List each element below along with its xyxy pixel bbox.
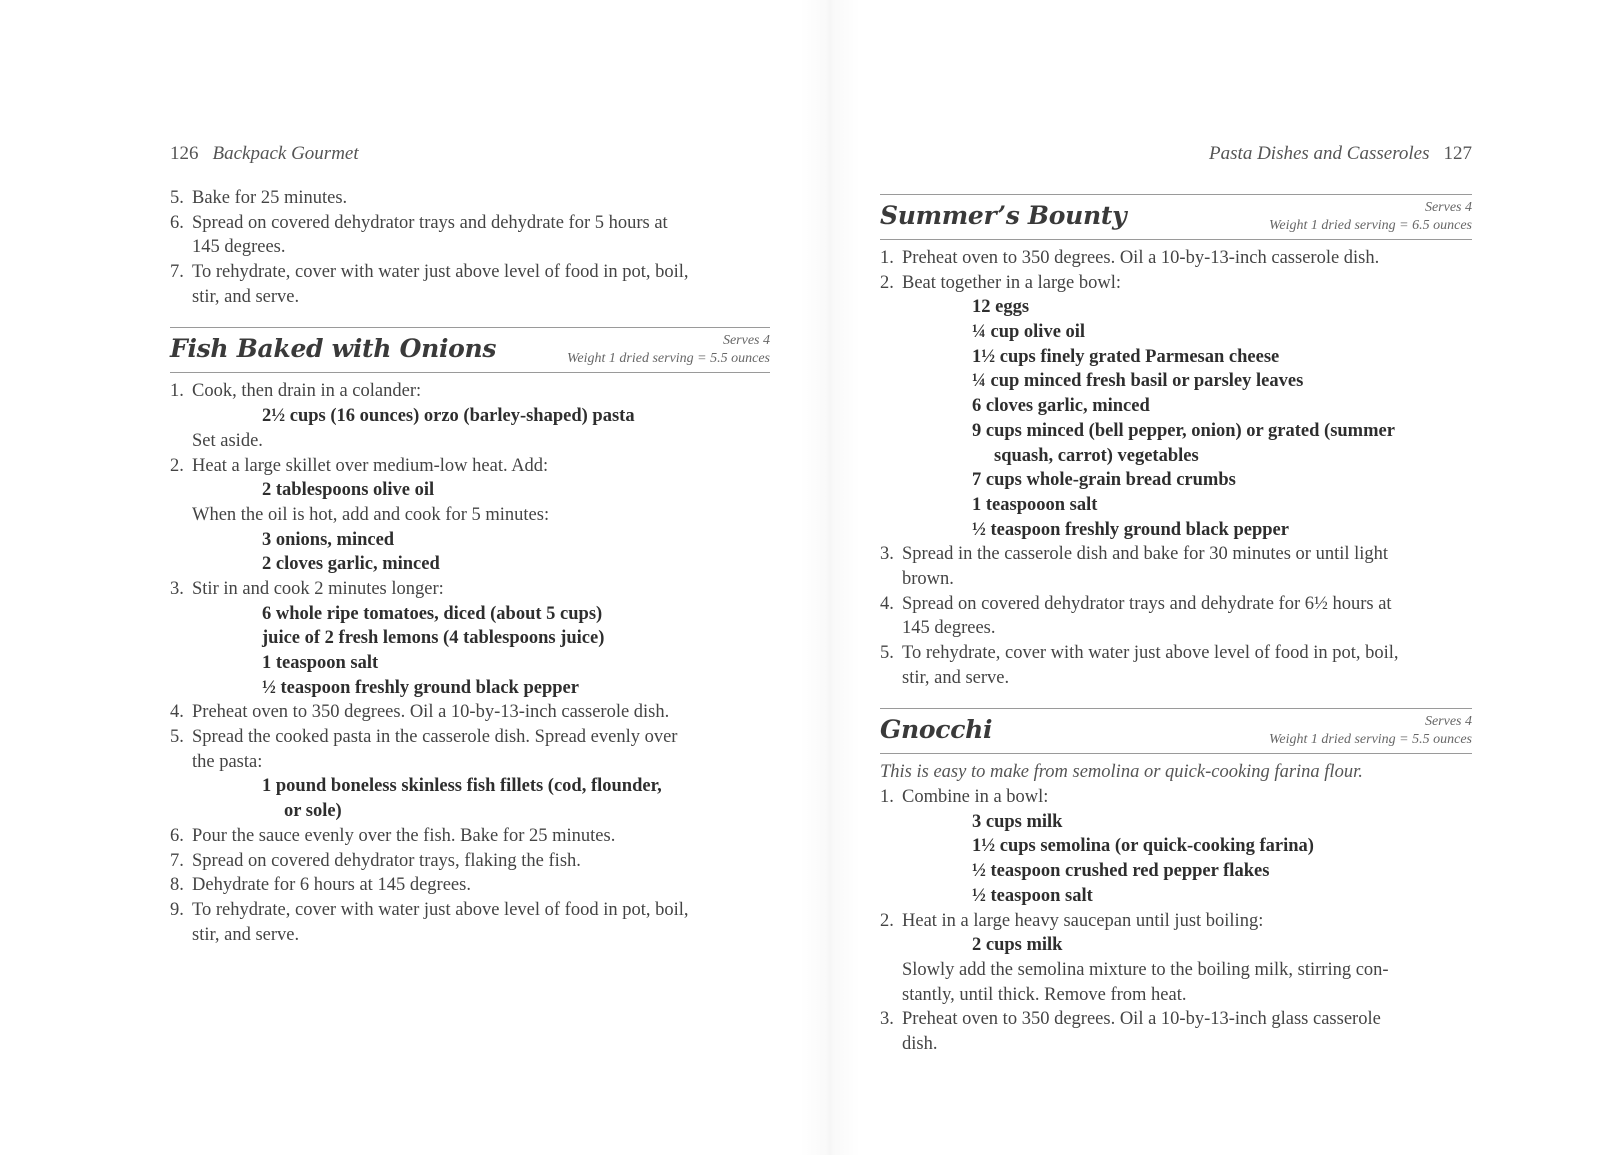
fish-baked-instruction-step bbox=[170, 725, 770, 750]
right-running-head-title: Pasta Dishes and Casseroles bbox=[1209, 143, 1430, 164]
line-text: 145 degrees. bbox=[902, 618, 996, 639]
right-page-content bbox=[880, 194, 1472, 1057]
recipe-summers-bounty-instruction-continuation bbox=[880, 567, 1472, 592]
line-text: 1 teaspooon salt bbox=[972, 494, 1098, 515]
line-text: brown. bbox=[902, 568, 954, 589]
line-text: 7 cups whole-grain bread crumbs bbox=[972, 470, 1236, 491]
step-number: 1. bbox=[170, 381, 184, 402]
line-text: the pasta: bbox=[192, 751, 263, 772]
recipe-gnocchi-title: Gnocchi bbox=[880, 715, 993, 745]
step-number: 5. bbox=[880, 643, 894, 663]
carryover-instruction-step bbox=[170, 211, 770, 236]
recipe-gnocchi-instruction-continuation bbox=[880, 958, 1472, 983]
recipe-gnocchi-header bbox=[880, 708, 1472, 754]
line-text: squash, carrot) vegetables bbox=[994, 445, 1199, 466]
line-text: or sole) bbox=[284, 801, 342, 822]
recipe-summers-bounty-ingredient-line bbox=[880, 518, 1472, 543]
recipe-gnocchi-recipe-intro bbox=[880, 760, 1472, 785]
step-number: 6. bbox=[170, 825, 184, 846]
recipe-summers-bounty-ingredient-line bbox=[880, 369, 1472, 394]
recipe-summers-bounty-serves: Serves 4 bbox=[1424, 200, 1472, 215]
right-page-number: 127 bbox=[1443, 143, 1472, 164]
fish-baked-ingredient-line bbox=[170, 676, 770, 701]
step-number: 3. bbox=[170, 578, 184, 599]
line-text: Set aside. bbox=[192, 430, 263, 451]
line-text: Stir in and cook 2 minutes longer: bbox=[192, 578, 444, 599]
recipe-gnocchi-instruction-step bbox=[880, 785, 1472, 810]
step-number: 3. bbox=[880, 1009, 894, 1030]
line-text: 2½ cups (16 ounces) orzo (barley-shaped) pasta bbox=[262, 406, 635, 427]
step-number: 2. bbox=[880, 272, 894, 293]
line-text: 9 cups minced (bell pepper, onion) or grated (summer bbox=[972, 420, 1395, 441]
right-page bbox=[880, 0, 1472, 1155]
recipe-gnocchi-ingredient-line bbox=[880, 834, 1472, 859]
line-text: 1½ cups semolina (or quick-cooking farina) bbox=[972, 836, 1314, 857]
recipe-summers-bounty-instruction-continuation bbox=[880, 616, 1472, 641]
line-text: dish. bbox=[902, 1033, 938, 1054]
line-text: This is easy to make from semolina or quick-cooking farina flour. bbox=[880, 762, 1363, 783]
step-number: 2. bbox=[170, 455, 184, 476]
line-text: 1 pound boneless skinless fish fillets (cod, flounder, bbox=[262, 776, 662, 797]
step-number: 2. bbox=[880, 910, 894, 931]
line-text: Cook, then drain in a colander: bbox=[192, 381, 422, 402]
recipe-summers-bounty-ingredient-line bbox=[880, 419, 1472, 444]
fish-baked-instruction-continuation bbox=[170, 429, 770, 454]
recipe-gnocchi-instruction-step bbox=[880, 909, 1472, 934]
step-number: 4. bbox=[880, 593, 894, 614]
recipe-gnocchi-ingredient-line bbox=[880, 810, 1472, 835]
step-number: 1. bbox=[880, 248, 894, 268]
recipe-fish-baked-weight: Weight 1 dried serving = 5.5 ounces bbox=[567, 351, 770, 367]
line-text: 6 cloves garlic, minced bbox=[972, 396, 1150, 417]
line-text: Spread on covered dehydrator trays and dehydrate for 5 hours at bbox=[192, 212, 668, 233]
fish-baked-ingredient-line bbox=[170, 528, 770, 553]
step-number: 5. bbox=[170, 188, 184, 208]
line-text: ½ teaspoon crushed red pepper flakes bbox=[972, 861, 1270, 882]
recipe-fish-baked-serves: Serves 4 bbox=[722, 333, 770, 349]
left-page-content bbox=[170, 186, 770, 947]
recipe-gnocchi-instruction-continuation bbox=[880, 983, 1472, 1008]
line-text: Preheat oven to 350 degrees. Oil a 10-by-13-inch casserole dish. bbox=[902, 248, 1380, 268]
recipe-gnocchi-ingredient-line bbox=[880, 933, 1472, 958]
fish-baked-instruction-step bbox=[170, 873, 770, 898]
left-page bbox=[170, 0, 770, 1155]
step-number: 6. bbox=[170, 212, 184, 233]
line-text: To rehydrate, cover with water just above level of food in pot, boil, bbox=[192, 262, 689, 283]
line-text: 6 whole ripe tomatoes, diced (about 5 cups) bbox=[262, 603, 603, 624]
line-text: stir, and serve. bbox=[192, 924, 300, 945]
recipe-fish-baked-title: Fish Baked with Onions bbox=[170, 334, 497, 364]
line-text: ½ teaspoon freshly ground black pepper bbox=[972, 519, 1289, 540]
line-text: 12 eggs bbox=[972, 297, 1030, 318]
recipe-summers-bounty-instruction-step bbox=[880, 592, 1472, 617]
line-text: Heat a large skillet over medium-low heat. Add: bbox=[192, 455, 549, 476]
line-text: 3 cups milk bbox=[972, 811, 1063, 832]
line-text: Combine in a bowl: bbox=[902, 787, 1049, 808]
step-number: 7. bbox=[170, 262, 184, 283]
line-text: stir, and serve. bbox=[192, 286, 300, 307]
recipe-fish-baked-header bbox=[170, 327, 770, 373]
carryover-instruction-step bbox=[170, 260, 770, 285]
line-text: Heat in a large heavy saucepan until just boiling: bbox=[902, 910, 1264, 931]
line-text: 2 tablespoons olive oil bbox=[262, 480, 435, 501]
step-number: 5. bbox=[170, 727, 184, 748]
step-number: 8. bbox=[170, 875, 184, 896]
line-text: ¼ cup minced fresh basil or parsley leaves bbox=[972, 371, 1304, 392]
fish-baked-instruction-step bbox=[170, 849, 770, 874]
fish-baked-ingredient-line bbox=[170, 552, 770, 577]
fish-baked-ingredient-line bbox=[170, 626, 770, 651]
fish-baked-ingredient-continuation bbox=[170, 799, 770, 824]
fish-baked-ingredient-line bbox=[170, 651, 770, 676]
recipe-summers-bounty-ingredient-line bbox=[880, 468, 1472, 493]
line-text: Beat together in a large bowl: bbox=[902, 272, 1122, 293]
line-text: Spread the cooked pasta in the casserole dish. Spread evenly over bbox=[192, 727, 678, 748]
step-number: 9. bbox=[170, 899, 184, 920]
carryover-instruction-continuation bbox=[170, 235, 770, 260]
recipe-gnocchi-ingredient-line bbox=[880, 884, 1472, 909]
line-text: Pour the sauce evenly over the fish. Bake for 25 minutes. bbox=[192, 825, 616, 846]
step-number: 7. bbox=[170, 850, 184, 871]
fish-baked-instruction-step bbox=[170, 700, 770, 725]
recipe-summers-bounty-ingredient-continuation bbox=[880, 444, 1472, 469]
line-text: Slowly add the semolina mixture to the boiling milk, stirring con- bbox=[902, 959, 1389, 980]
line-text: Bake for 25 minutes. bbox=[192, 188, 348, 208]
line-text: 2 cups milk bbox=[972, 935, 1063, 956]
book-gutter bbox=[800, 0, 860, 1155]
left-running-head-title: Backpack Gourmet bbox=[212, 143, 359, 164]
line-text: 1 teaspoon salt bbox=[262, 653, 379, 673]
fish-baked-ingredient-line bbox=[170, 478, 770, 503]
line-text: 1½ cups finely grated Parmesan cheese bbox=[972, 346, 1280, 367]
line-text: 145 degrees. bbox=[192, 237, 286, 258]
recipe-summers-bounty-ingredient-line bbox=[880, 320, 1472, 345]
fish-baked-ingredient-line bbox=[170, 404, 770, 429]
line-text: Spread in the casserole dish and bake for 30 minutes or until light bbox=[902, 544, 1389, 565]
line-text: Spread on covered dehydrator trays, flaking the fish. bbox=[192, 850, 581, 871]
section-spacer bbox=[880, 690, 1472, 706]
fish-baked-ingredient-line bbox=[170, 774, 770, 799]
fish-baked-instruction-step bbox=[170, 824, 770, 849]
recipe-summers-bounty-ingredient-line bbox=[880, 295, 1472, 320]
line-text: Preheat oven to 350 degrees. Oil a 10-by-13-inch casserole dish. bbox=[192, 702, 670, 723]
recipe-summers-bounty-instruction-step bbox=[880, 641, 1472, 666]
recipe-summers-bounty-instruction-step bbox=[880, 246, 1472, 271]
left-page-number: 126 bbox=[170, 143, 199, 164]
line-text: ½ teaspoon freshly ground black pepper bbox=[262, 677, 579, 698]
fish-baked-instruction-continuation bbox=[170, 923, 770, 948]
recipe-summers-bounty-ingredient-line bbox=[880, 345, 1472, 370]
recipe-summers-bounty-weight: Weight 1 dried serving = 6.5 ounces bbox=[1269, 218, 1472, 233]
recipe-gnocchi-weight: Weight 1 dried serving = 5.5 ounces bbox=[1269, 732, 1472, 748]
line-text: When the oil is hot, add and cook for 5 minutes: bbox=[192, 504, 550, 525]
recipe-gnocchi-ingredient-line bbox=[880, 859, 1472, 884]
line-text: Dehydrate for 6 hours at 145 degrees. bbox=[192, 875, 471, 896]
step-number: 1. bbox=[880, 787, 894, 808]
carryover-instruction-continuation bbox=[170, 285, 770, 310]
fish-baked-instruction-step bbox=[170, 577, 770, 602]
fish-baked-instruction-step bbox=[170, 454, 770, 479]
line-text: 2 cloves garlic, minced bbox=[262, 554, 440, 575]
line-text: juice of 2 fresh lemons (4 tablespoons juice) bbox=[262, 628, 605, 649]
recipe-gnocchi-instruction-continuation bbox=[880, 1032, 1472, 1057]
line-text: Preheat oven to 350 degrees. Oil a 10-by-13-inch glass casserole bbox=[902, 1009, 1381, 1030]
carryover-instruction-step bbox=[170, 186, 770, 211]
recipe-summers-bounty-instruction-continuation bbox=[880, 666, 1472, 691]
fish-baked-instruction-continuation bbox=[170, 503, 770, 528]
right-running-head bbox=[880, 143, 1472, 167]
section-spacer bbox=[170, 309, 770, 325]
left-running-head bbox=[170, 143, 770, 167]
step-number: 3. bbox=[880, 544, 894, 565]
step-number: 4. bbox=[170, 702, 184, 723]
line-text: ¼ cup olive oil bbox=[972, 322, 1086, 343]
line-text: ½ teaspoon salt bbox=[972, 885, 1093, 906]
recipe-summers-bounty-instruction-step bbox=[880, 542, 1472, 567]
recipe-summers-bounty-title: Summer’s Bounty bbox=[880, 201, 1127, 230]
recipe-summers-bounty-ingredient-line bbox=[880, 394, 1472, 419]
fish-baked-ingredient-line bbox=[170, 602, 770, 627]
recipe-summers-bounty-header bbox=[880, 194, 1472, 240]
line-text: 3 onions, minced bbox=[262, 529, 395, 550]
fish-baked-instruction-step bbox=[170, 379, 770, 404]
fish-baked-instruction-continuation bbox=[170, 750, 770, 775]
recipe-gnocchi-serves: Serves 4 bbox=[1424, 714, 1472, 730]
line-text: To rehydrate, cover with water just above level of food in pot, boil, bbox=[192, 899, 689, 920]
line-text: Spread on covered dehydrator trays and dehydrate for 6½ hours at bbox=[902, 593, 1392, 614]
line-text: stir, and serve. bbox=[902, 667, 1010, 688]
recipe-summers-bounty-instruction-step bbox=[880, 271, 1472, 296]
line-text: To rehydrate, cover with water just above level of food in pot, boil, bbox=[902, 643, 1399, 663]
line-text: stantly, until thick. Remove from heat. bbox=[902, 984, 1187, 1005]
fish-baked-instruction-step bbox=[170, 898, 770, 923]
recipe-summers-bounty-ingredient-line bbox=[880, 493, 1472, 518]
recipe-gnocchi-instruction-step bbox=[880, 1007, 1472, 1032]
